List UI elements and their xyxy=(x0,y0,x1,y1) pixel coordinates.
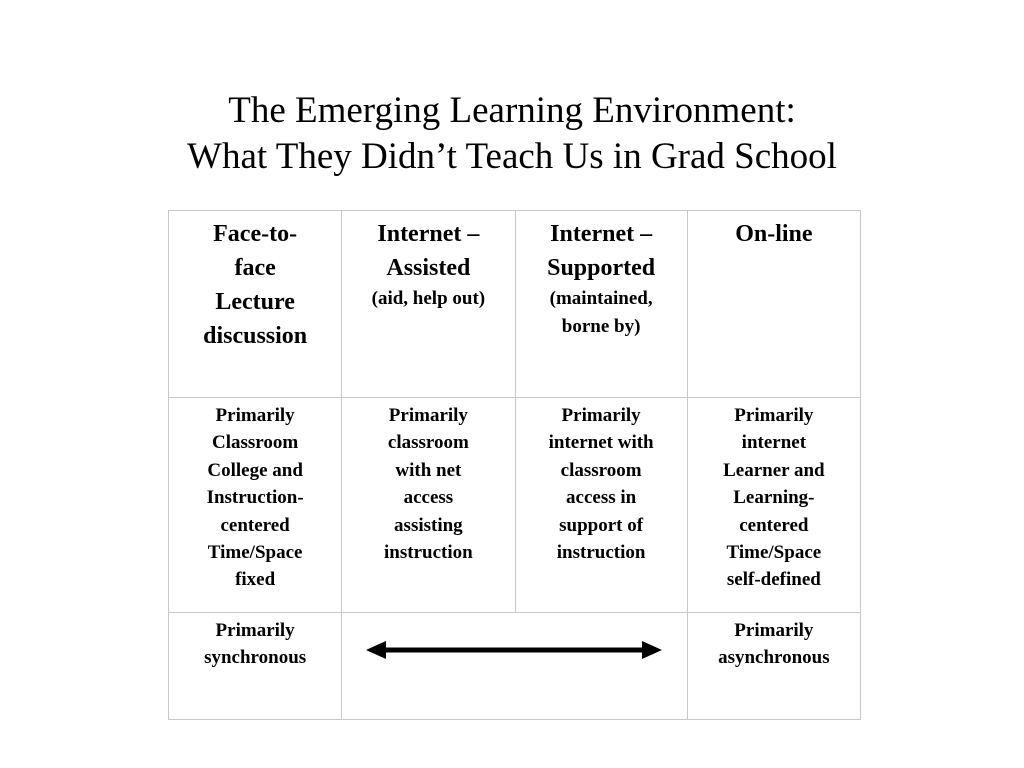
spectrum-row xyxy=(169,613,861,720)
description-internet-supported: Primarily internet with classroom access in support of instruction xyxy=(548,405,654,564)
description-face-to-face: Primarily Classroom College and Instruction- centered Time/Space fixed xyxy=(206,405,304,591)
header-face-to-face: Face-to- face Lecture discussion xyxy=(203,221,308,349)
description-cell-internet-assisted xyxy=(342,398,515,613)
subheader-internet-assisted: (aid, help out) xyxy=(371,288,486,309)
header-cell-face-to-face xyxy=(169,211,342,398)
learning-environment-table xyxy=(168,210,861,720)
header-online: On-line xyxy=(735,221,813,247)
header-cell-internet-supported xyxy=(515,211,687,398)
slide-title xyxy=(0,88,1024,180)
label-primarily-synchronous: Primarily synchronous xyxy=(204,620,307,669)
title-line-1: The Emerging Learning Environment: xyxy=(228,90,796,131)
description-row xyxy=(169,398,861,613)
subheader-internet-supported: (maintained, borne by) xyxy=(549,288,653,337)
header-cell-internet-assisted xyxy=(342,211,515,398)
header-internet-supported: Internet – Supported xyxy=(547,221,656,281)
header-internet-assisted: Internet – Assisted xyxy=(377,221,480,281)
label-primarily-asynchronous: Primarily asynchronous xyxy=(718,620,830,669)
description-cell-online xyxy=(687,398,860,613)
description-internet-assisted: Primarily classroom with net access assisting instruction xyxy=(384,405,473,564)
title-line-2: What They Didn’t Teach Us in Grad School xyxy=(187,136,837,177)
double-arrow-icon xyxy=(364,635,664,665)
spectrum-cell-right xyxy=(687,613,860,720)
description-cell-internet-supported xyxy=(515,398,687,613)
spectrum-arrow-cell xyxy=(342,613,687,720)
header-row xyxy=(169,211,861,398)
header-cell-online xyxy=(687,211,860,398)
description-cell-face-to-face xyxy=(169,398,342,613)
description-online: Primarily internet Learner and Learning- centered Time/Space self-defined xyxy=(723,405,825,591)
spectrum-cell-left xyxy=(169,613,342,720)
